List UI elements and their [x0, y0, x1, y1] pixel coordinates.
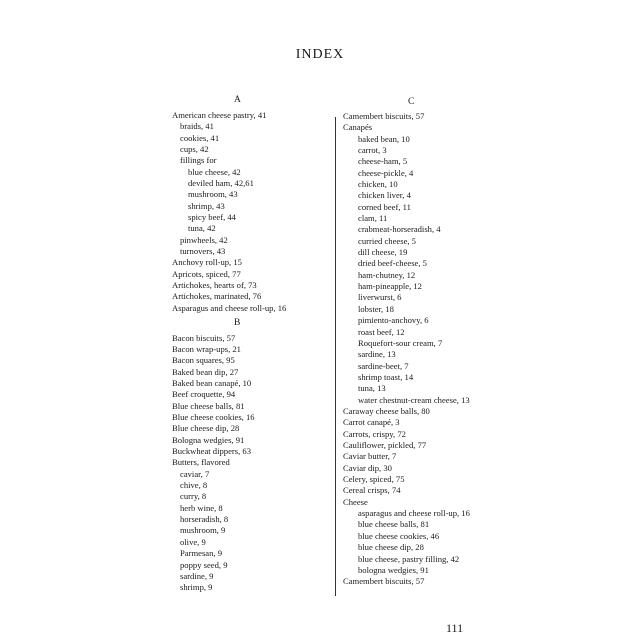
index-entry: Beef croquette, 94 [172, 389, 236, 400]
index-subentry: chicken liver, 4 [358, 190, 411, 201]
index-entry: Baked bean canapé, 10 [172, 377, 252, 388]
index-subentry: water chestnut-cream cheese, 13 [358, 394, 470, 405]
index-subentry: baked bean, 10 [358, 133, 410, 144]
index-section-letter: A [234, 95, 241, 105]
index-subentry: Parmesan, 9 [180, 548, 223, 559]
index-entry: Bacon biscuits, 57 [172, 332, 236, 343]
index-entry: Canapés [343, 122, 373, 133]
index-subentry: braids, 41 [180, 121, 214, 132]
index-entry: Buckwheat dippers, 63 [172, 446, 251, 456]
index-subentry: fillings for [180, 155, 217, 166]
index-entry: Apricots, spiced, 77 [172, 268, 241, 279]
index-subentry: asparagus and cheese roll-up, 16 [358, 508, 470, 519]
index-subentry: blue cheese, 42 [188, 166, 241, 177]
index-entry: Camembert biscuits, 57 [343, 576, 425, 587]
index-subentry: cookies, 41 [180, 132, 220, 143]
index-entry: Carrots, crispy, 72 [343, 428, 406, 439]
index-entry: Caviar butter, 7 [343, 451, 397, 462]
index-entry: Caraway cheese balls, 80 [343, 405, 430, 416]
index-subentry: blue cheese cookies, 46 [358, 530, 440, 541]
index-subentry: caviar, 7 [180, 468, 210, 479]
index-subentry: horseradish, 8 [180, 514, 229, 525]
index-entry: Cereal crisps, 74 [343, 485, 401, 496]
index-subentry: mushroom, 43 [188, 189, 238, 200]
index-subentry: sardine, 13 [358, 349, 396, 360]
column-divider [335, 117, 336, 596]
index-subentry: corned beef, 11 [358, 201, 411, 212]
index-subentry: Roquefort-sour cream, 7 [358, 337, 443, 348]
index-subentry: cups, 42 [180, 143, 209, 154]
index-subentry: sardine-beet, 7 [358, 360, 409, 371]
index-entry: Bologna wedgies, 91 [172, 434, 245, 445]
index-subentry: tuna, 42 [188, 223, 216, 234]
index-entry: Butters, flavored [172, 457, 230, 468]
index-subentry: pimiento-anchovy, 6 [358, 315, 429, 326]
index-subentry: pinwheels, 42 [180, 234, 228, 245]
index-subentry: sardine, 9 [180, 570, 214, 581]
index-subentry: herb wine, 8 [180, 502, 223, 513]
index-entry: Cheese [343, 496, 368, 507]
index-entry: Bacon squares, 95 [172, 355, 235, 366]
index-subentry: blue cheese balls, 81 [358, 519, 430, 530]
index-entry: Carrot canapé, 3 [343, 417, 400, 428]
index-subentry: dried beef-cheese, 5 [358, 258, 427, 269]
index-entry: Cauliflower, pickled, 77 [343, 440, 427, 450]
page-title: INDEX [295, 47, 345, 62]
index-entry: Bacon wrap-ups, 21 [172, 343, 241, 354]
index-entry: Caviar dip, 30 [343, 462, 392, 473]
index-subentry: chicken, 10 [358, 178, 398, 189]
index-subentry: olive, 9 [180, 536, 206, 547]
index-subentry: bologna wedgies, 91 [358, 564, 429, 575]
index-entry: Camembert biscuits, 57 [343, 110, 425, 121]
index-subentry: roast beef, 12 [358, 326, 405, 337]
index-subentry: tuna, 13 [358, 383, 386, 394]
index-subentry: shrimp, 9 [180, 582, 213, 593]
index-subentry: liverwurst, 6 [358, 292, 402, 303]
index-subentry: curry, 8 [180, 491, 207, 502]
index-entry: Blue cheese balls, 81 [172, 400, 245, 411]
index-entry: American cheese pastry, 41 [172, 109, 267, 120]
index-entry: Anchovy roll-up, 15 [172, 257, 242, 268]
index-entry: Asparagus and cheese roll-up, 16 [172, 302, 287, 313]
index-subentry: turnovers, 43 [180, 246, 226, 257]
index-section-letter: B [234, 317, 241, 328]
index-subentry: deviled ham, 42,61 [188, 177, 254, 188]
index-subentry: crabmeat-horseradish, 4 [358, 224, 441, 235]
index-subentry: mushroom, 9 [180, 525, 226, 536]
index-entry: Blue cheese cookies, 16 [172, 411, 255, 422]
index-subentry: ham-pineapple, 12 [358, 281, 422, 292]
index-entry: Baked bean dip, 27 [172, 366, 239, 377]
index-subentry: shrimp toast, 14 [358, 371, 414, 382]
index-subentry: carrot, 3 [358, 144, 387, 155]
index-subentry: clam, 11 [358, 213, 388, 223]
index-subentry: dill cheese, 19 [358, 247, 408, 258]
index-subentry: chive, 8 [180, 480, 208, 491]
index-subentry: curried cheese, 5 [358, 235, 416, 246]
index-subentry: blue cheese, pastry filling, 42 [358, 553, 460, 564]
index-section-letter: C [408, 97, 415, 107]
index-subentry: ham-chutney, 12 [358, 269, 416, 280]
index-entry: Artichokes, hearts of, 73 [172, 280, 257, 291]
index-entry: Artichokes, marinated, 76 [172, 291, 262, 302]
page-number: 111 [446, 621, 464, 635]
index-subentry: cheese-pickle, 4 [358, 167, 414, 178]
index-entry: Blue cheese dip, 28 [172, 423, 240, 434]
index-subentry: lobster, 18 [358, 303, 394, 314]
index-subentry: cheese-ham, 5 [358, 156, 408, 167]
index-subentry: blue cheese dip, 28 [358, 542, 424, 553]
index-subentry: spicy beef, 44 [188, 212, 236, 222]
index-entry: Celery, spiced, 75 [343, 474, 405, 485]
index-subentry: poppy seed, 9 [180, 559, 228, 570]
index-subentry: shrimp, 43 [188, 200, 225, 211]
